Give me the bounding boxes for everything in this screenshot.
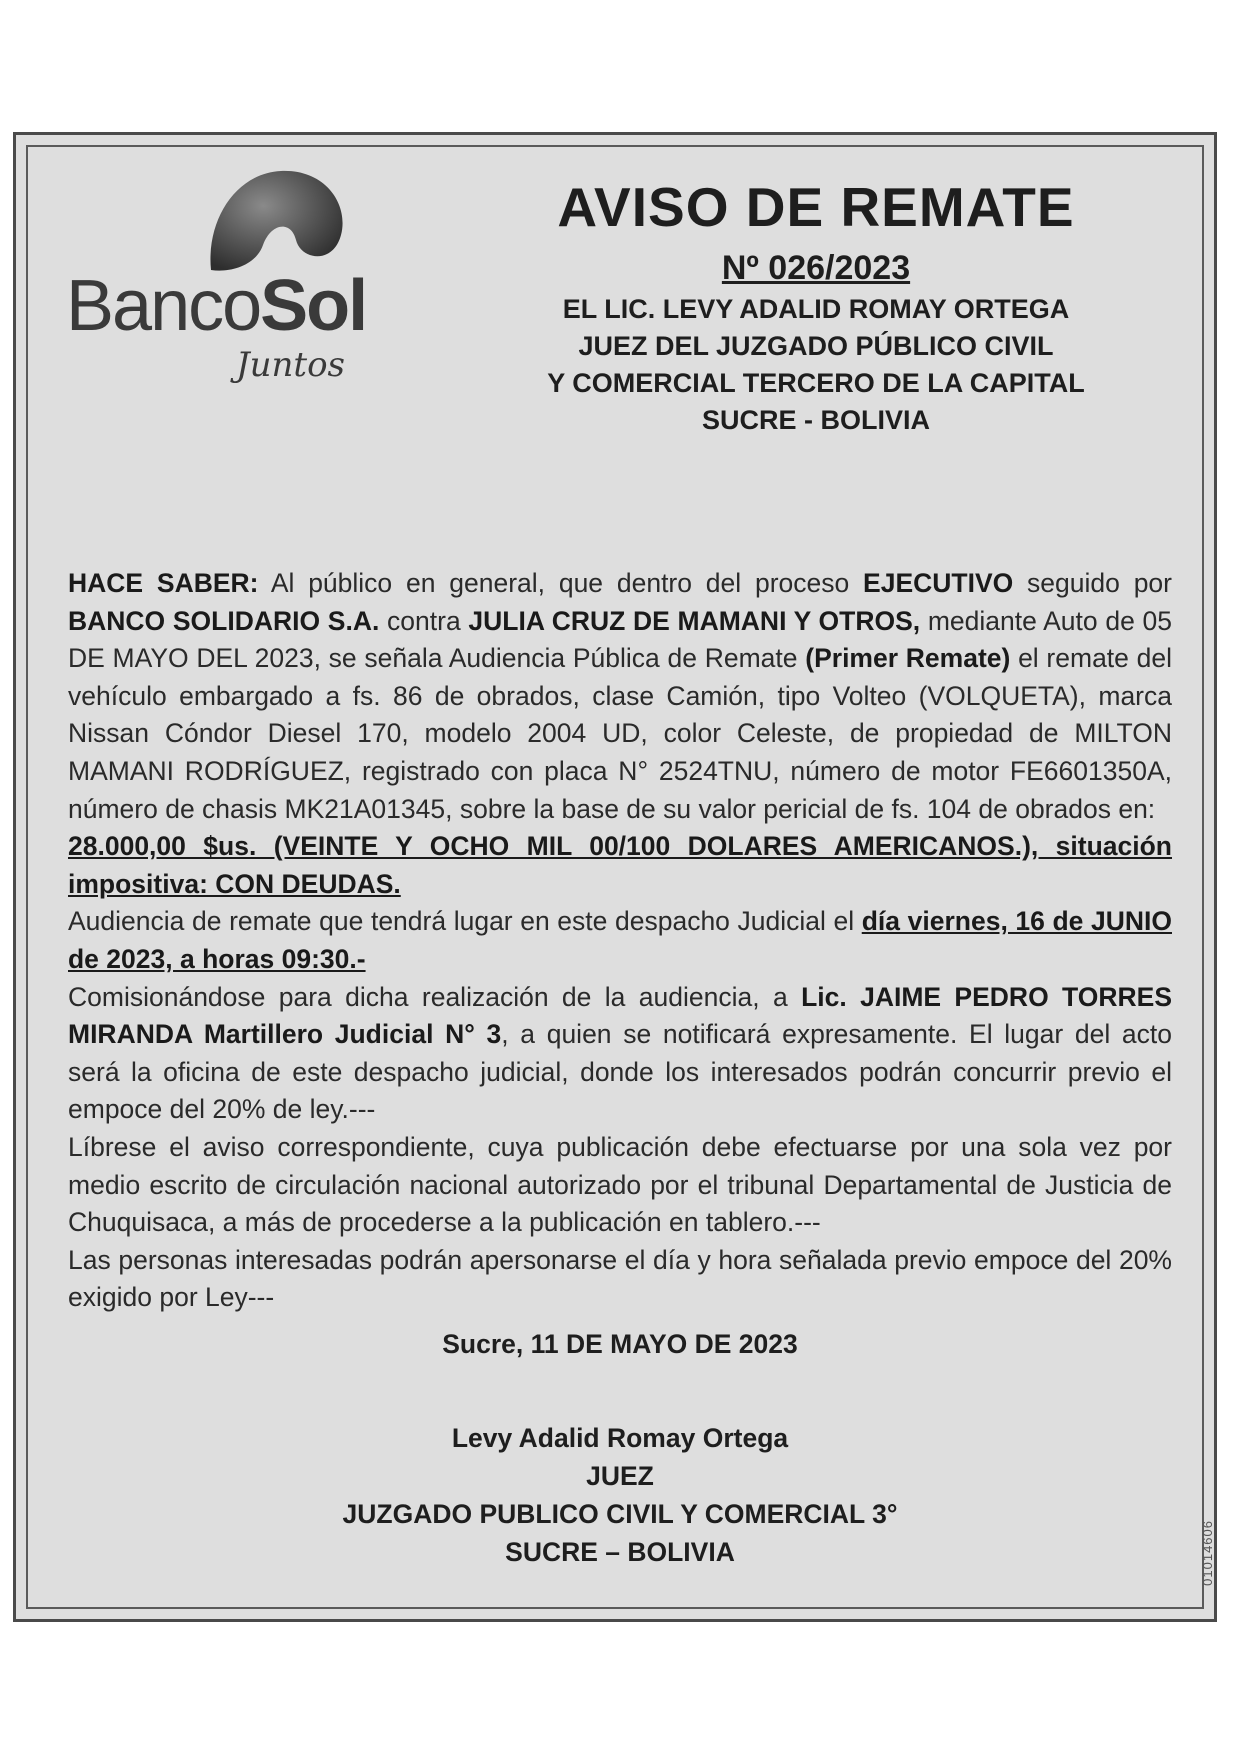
paragraph-hearing-date: Audiencia de remate que tendrá lugar en este despacho Judicial el día viernes, 16 de JUNIO de 2023, a horas 09:30.- [68,906,1172,974]
notice-title: AVISO DE REMATE [557,176,1075,238]
header-line-3: Y COMERCIAL TERCERO DE LA CAPITAL [547,368,1085,398]
judge-role: JUEZ [586,1461,654,1491]
court-city: SUCRE – BOLIVIA [505,1537,735,1567]
reference-code: 01014606 [1200,1520,1215,1586]
notice-body [68,565,1172,1317]
paragraph-publication: Líbrese el aviso correspondiente, cuya publicación debe efectuarse por una sola vez por medio escrito de circulación nacional autorizado por el tribunal Departamental de Justicia de Chuquisaca, a más de procederse a la publicación en tablero.--- [68,1131,1172,1238]
bancosol-logo [66,165,406,405]
notice-header [456,175,1176,439]
header-line-4: SUCRE - BOLIVIA [701,405,930,435]
logo-tagline: Juntos [236,345,346,385]
signature-block [68,1419,1172,1571]
newspaper-clipping [13,132,1217,1622]
header-line-1: EL LIC. LEVY ADALID ROMAY ORTEGA [562,294,1070,324]
court-name: JUZGADO PUBLICO CIVIL Y COMERCIAL 3° [342,1499,898,1529]
paragraph-hace-saber: HACE SABER: Al público en general, que dentro del proceso EJECUTIVO seguido por BANCO SOLIDARIO S.A. contra JULIA CRUZ DE MAMANI Y OTROS, mediante Auto de 05 DE MAYO DEL 2023, se señala Audiencia Pública de Remate (Primer Remate) el remate del vehículo embargado a fs. 86 de obrados, clase Camión, tipo Volteo (VOLQUETA), marca Nissan Cóndor Diesel 170, modelo 2004 UD, color Celeste, de propiedad de MILTON MAMANI RODRÍGUEZ, registrado con placa N° 2524TNU, número de motor FE6601350A, número de chasis MK21A01345, sobre la base de su valor pericial de fs. 104 de obrados en: [68,568,1172,824]
judge-name: Levy Adalid Romay Ortega [451,1423,789,1453]
paragraph-commission: Comisionándose para dicha realización de la audiencia, a Lic. JAIME PEDRO TORRES MIRANDA Martillero Judicial N° 3, a quien se notificará expresamente. El lugar del acto será la oficina de este despacho judicial, donde los interesados podrán concurrir previo el empoce del 20% de ley.--- [68,981,1172,1125]
paragraph-interested: Las personas interesadas podrán apersonarse el día y hora señalada previo empoce del 20% exigido por Ley--- [68,1244,1172,1313]
sun-icon [201,165,351,275]
header-line-2: JUEZ DEL JUZGADO PÚBLICO CIVIL [578,331,1054,361]
issue-date: Sucre, 11 DE MAYO DE 2023 [442,1329,798,1359]
paragraph-base-value: 28.000,00 $us. (VEINTE Y OCHO MIL 00/100 DOLARES AMERICANOS.), situación impositiva: CON DEUDAS. [68,831,1172,899]
bancosol-wordmark: BancoSol [66,266,367,346]
notice-number: Nº 026/2023 [721,249,911,287]
